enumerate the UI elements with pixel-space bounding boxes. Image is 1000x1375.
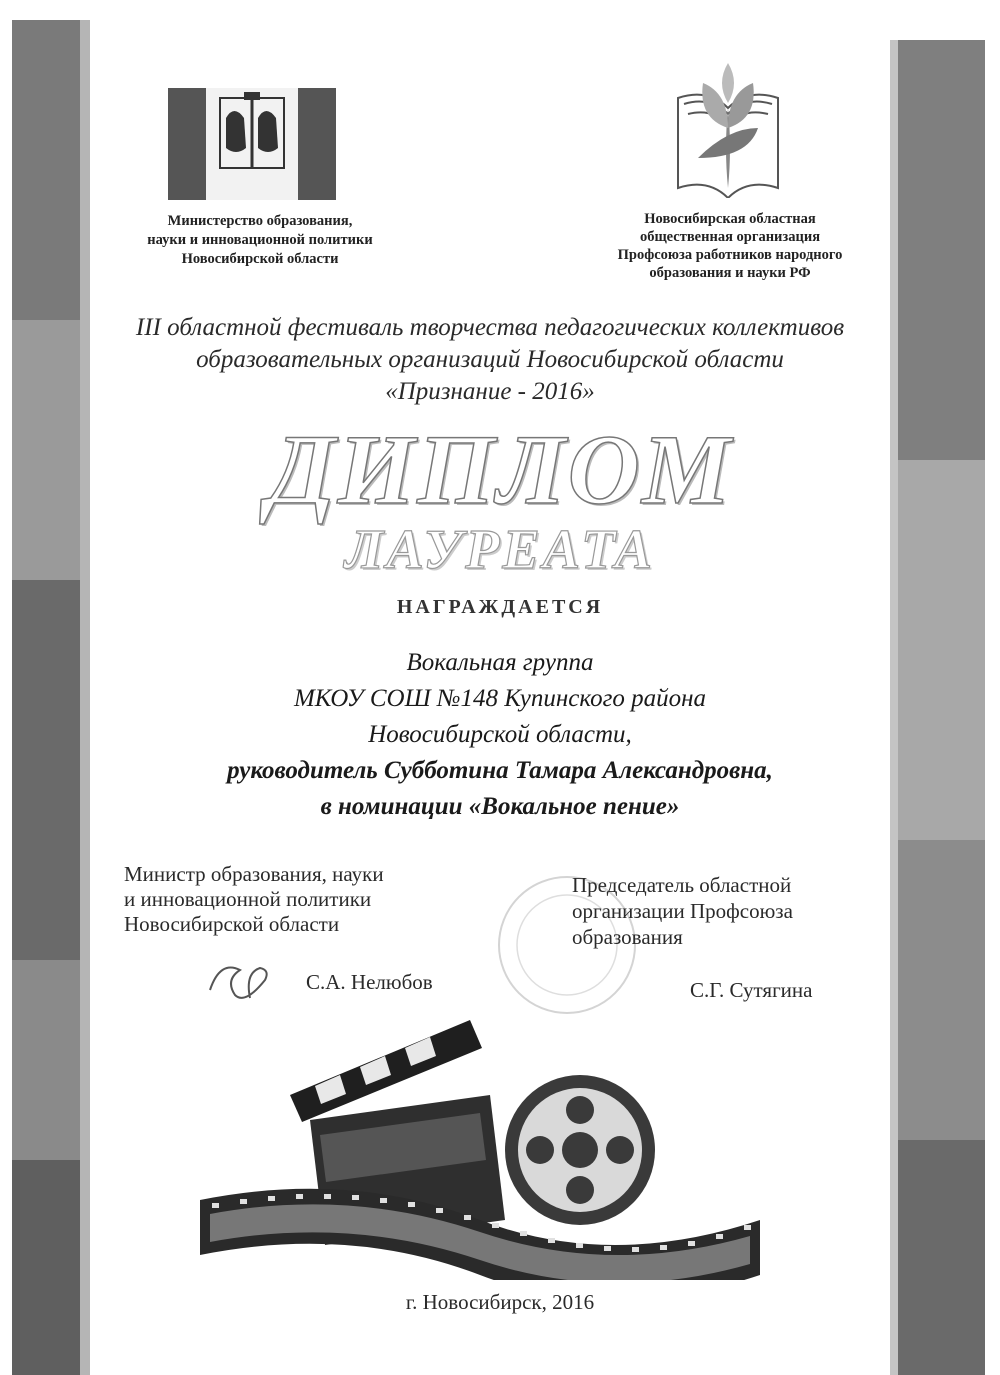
minister-position	[124, 862, 444, 937]
festival-title	[100, 312, 880, 408]
org-line: Профсоюза работников народного	[617, 247, 843, 263]
awardee-block	[120, 645, 880, 825]
ministry-org-name	[110, 212, 410, 269]
diploma-title: ДИПЛОМ	[267, 414, 733, 525]
position-line: Министр образования, науки	[124, 862, 384, 886]
film-clapperboard-reel-strip-icon	[200, 1000, 760, 1280]
union-org-name	[580, 210, 880, 282]
org-line: Министерство образования,	[167, 213, 353, 229]
chairman-position	[572, 872, 872, 950]
trade-union-book-sprout-emblem-icon	[668, 58, 788, 198]
org-line: образования и науки РФ	[649, 265, 811, 281]
diploma-subtitle: ЛАУРЕАТА	[344, 519, 655, 581]
org-line: общественная организация	[639, 229, 821, 245]
awardee-line: Вокальная группа	[406, 649, 594, 676]
awardee-nomination: в номинации «Вокальное пение»	[320, 793, 680, 820]
position-line: организации Профсоюза	[572, 899, 793, 923]
position-line: образования	[572, 925, 683, 949]
awardee-line: МКОУ СОШ №148 Купинского района	[293, 685, 707, 712]
chairman-name: С.Г. Сутягина	[690, 978, 813, 1002]
minister-name: С.А. Нелюбов	[306, 970, 433, 994]
position-line: Новосибирской области	[124, 912, 340, 936]
awarded-label: НАГРАЖДАЕТСЯ	[396, 596, 604, 618]
novosibirsk-coat-of-arms-icon	[168, 88, 336, 200]
org-line: Новосибирская областная	[644, 211, 816, 227]
festival-line: III областной фестиваль творчества педагогических коллективов	[135, 314, 845, 341]
org-line: науки и инновационной политики	[147, 232, 373, 248]
position-line: Председатель областной	[572, 873, 792, 897]
scan-edge-left	[0, 0, 95, 1375]
festival-line: образовательных организаций Новосибирской области	[196, 346, 784, 373]
awardee-leader: руководитель Субботина Тамара Александровна,	[227, 757, 773, 784]
scan-edge-right	[890, 0, 1000, 1375]
festival-name: «Признание - 2016»	[385, 378, 595, 405]
position-line: и инновационной политики	[124, 887, 372, 911]
awardee-line: Новосибирской области,	[368, 721, 632, 748]
org-line: Новосибирской области	[181, 251, 339, 267]
place-and-year: г. Новосибирск, 2016	[405, 1290, 595, 1314]
